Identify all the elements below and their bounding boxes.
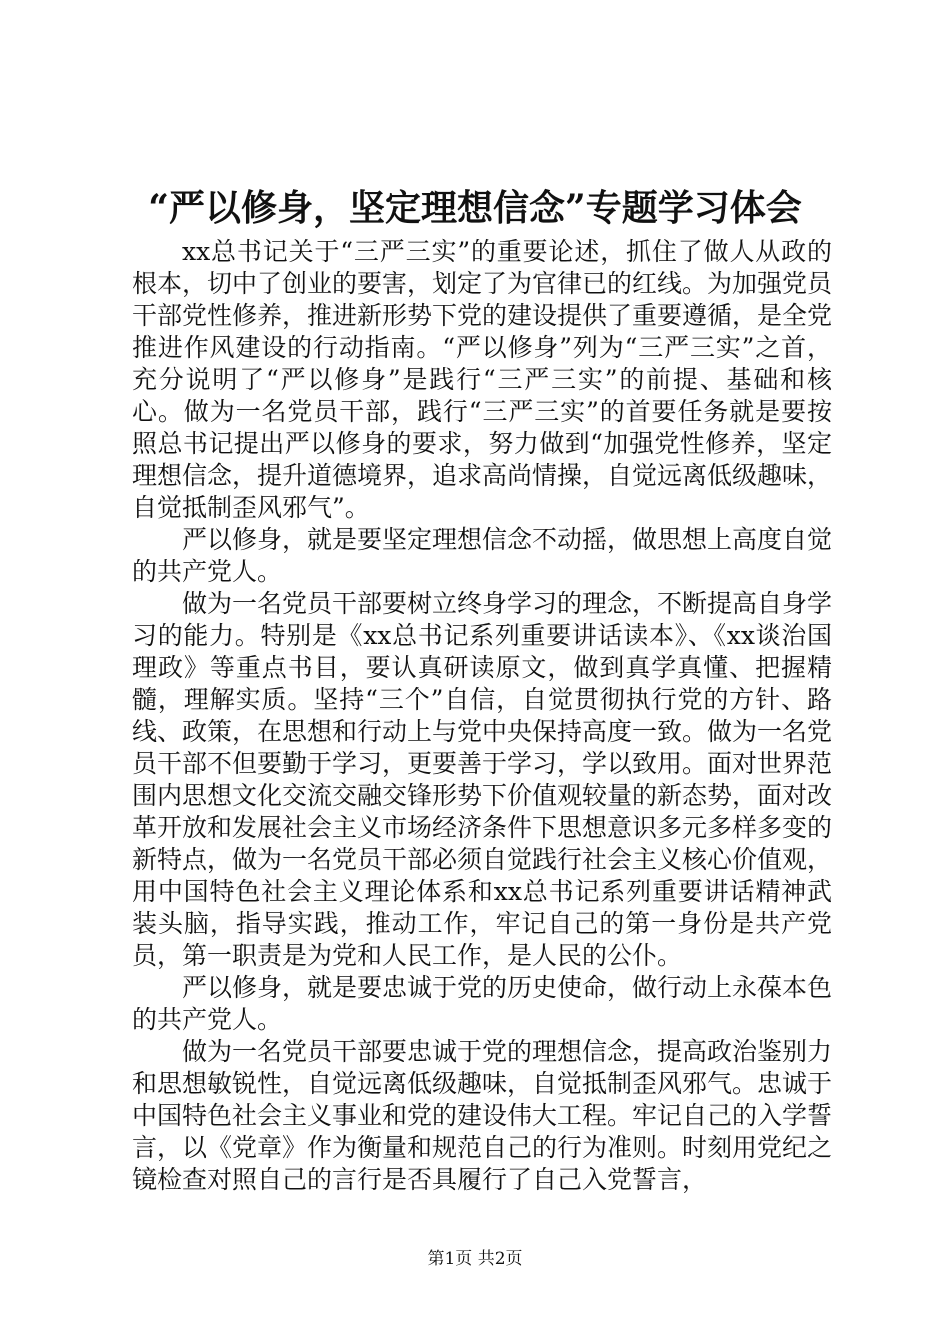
paragraph-5: 做为一名党员干部要忠诚于党的理想信念，提高政治鉴别力和思想敏锐性，自觉远离低级趣味，自觉抵制歪风邪气。忠诚于中国特色社会主义事业和党的建设伟大工程。牢记自己的入学誓言，以《党章》作为衡量和规范自己的行为准则。时刻用党纪之镜检查对照自己的言行是否具履行了自己入党誓言，	[132, 1037, 833, 1194]
paragraph-1: xx总书记关于“三严三实”的重要论述，抓住了做人从政的根本，切中了创业的要害，划定了为官律已的红线。为加强党员干部党性修养，推进新形势下党的建设提供了重要遵循，是全党推进作风建设的行动指南。“严以修身”列为“三严三实”之首，充分说明了“严以修身”是践行“三严三实”的前提、基础和核心。做为一名党员干部，践行“三严三实”的首要任务就是要按照总书记提出严以修身的要求，努力做到“加强党性修养，坚定理想信念，提升道德境界，追求高尚情操，自觉远离低级趣味，自觉抵制歪风邪气”。	[132, 237, 833, 522]
paragraph-4: 严以修身，就是要忠诚于党的历史使命，做行动上永葆本色的共产党人。	[132, 973, 833, 1034]
page-footer: 第1页 共2页	[427, 1249, 523, 1269]
paragraph-2: 严以修身，就是要坚定理想信念不动摇，做思想上高度自觉的共产党人。	[132, 525, 833, 586]
document-title: “严以修身，坚定理想信念”专题学习体会	[148, 187, 802, 229]
document-body	[132, 236, 832, 1196]
paragraph-3: 做为一名党员干部要树立终身学习的理念，不断提高自身学习的能力。特别是《xx总书记系列重要讲话读本》、《xx谈治国理政》等重点书目，要认真研读原文，做到真学真懂、把握精髓，理解实质。坚持“三个”自信，自觉贯彻执行党的方针、路线、政策，在思想和行动上与党中央保持高度一致。做为一名党员干部不但要勤于学习，更要善于学习，学以致用。面对世界范围内思想文化交流交融交锋形势下价值观较量的新态势，面对改革开放和发展社会主义市场经济条件下思想意识多元多样多变的新特点，做为一名党员干部必须自觉践行社会主义核心价值观，用中国特色社会主义理论体系和xx总书记系列重要讲话精神武装头脑，指导实践，推动工作，牢记自己的第一身份是共产党员，第一职责是为党和人民工作，是人民的公仆。	[132, 589, 833, 970]
